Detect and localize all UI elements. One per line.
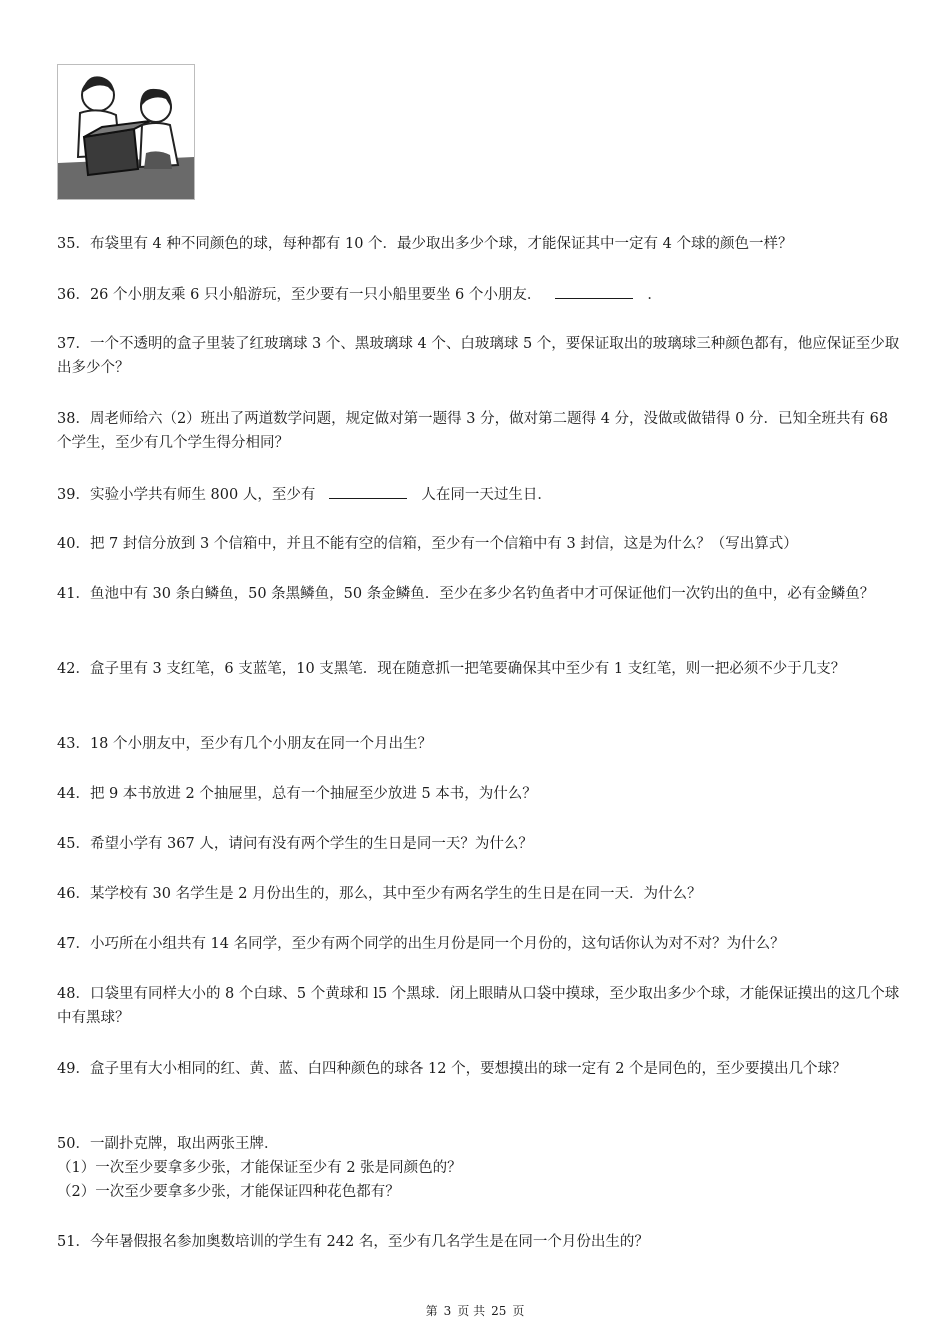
question-51: 51．今年暑假报名参加奥数培训的学生有 242 名，至少有几名学生是在同一个月份出生的？	[57, 1234, 649, 1250]
illustration-children-with-box	[57, 64, 195, 200]
answer-blank[interactable]	[329, 482, 407, 499]
question-47: 47．小巧所在小组共有 14 名同学，至少有两个同学的出生月份是同一个月份的，这句话你认为对不对？为什么？	[57, 936, 785, 952]
question-46: 46．某学校有 30 名学生是 2 月份出生的，那么，其中至少有两名学生的生日是在同一天．为什么？	[57, 886, 702, 902]
question-39: 39．实验小学共有师生 800 人，至少有 人在同一天过生日．	[57, 482, 902, 507]
question-42: 42．盒子里有 3 支红笔，6 支蓝笔，10 支黑笔．现在随意抓一把笔要确保其中至少有 1 支红笔，则一把必须不少于几支？	[57, 661, 846, 677]
page-number: 3	[443, 1304, 452, 1318]
question-49: 49．盒子里有大小相同的红、黄、蓝、白四种颜色的球各 12 个，要想摸出的球一定有 2 个是同色的，至少要摸出几个球？	[57, 1061, 847, 1077]
total-pages: 25	[491, 1304, 507, 1318]
question-37: 37．一个不透明的盒子里装了红玻璃球 3 个、黑玻璃球 4 个、白玻璃球 5 个，要保证取出的玻璃球三种颜色都有，他应保证至少取出多少个？	[57, 336, 900, 376]
question-40: 40．把 7 封信分放到 3 个信箱中，并且不能有空的信箱，至少有一个信箱中有 3 封信，这是为什么？（写出算式）	[57, 536, 798, 552]
question-43: 43．18 个小朋友中，至少有几个小朋友在同一个月出生？	[57, 736, 433, 752]
question-48: 48．口袋里有同样大小的 8 个白球、5 个黄球和 l5 个黑球．闭上眼睛从口袋中摸球，至少取出多少个球，才能保证摸出的这几个球中有黑球？	[57, 986, 900, 1026]
question-41: 41．鱼池中有 30 条白鳞鱼，50 条黑鳞鱼，50 条金鳞鱼．至少在多少名钓鱼者中才可保证他们一次钓出的鱼中，必有金鳞鱼？	[57, 586, 875, 602]
question-50: 50．一副扑克牌，取出两张王牌． （1）一次至少要拿多少张，才能保证至少有 2 张是同颜色的？ （2）一次至少要拿多少张，才能保证四种花色都有？	[57, 1136, 462, 1200]
question-36: 36．26 个小朋友乘 6 只小船游玩，至少要有一只小船里要坐 6 个小朋友． ．	[57, 282, 902, 307]
question-45: 45．希望小学有 367 人，请问有没有两个学生的生日是同一天？为什么？	[57, 836, 533, 852]
question-35: 35．布袋里有 4 种不同颜色的球，每种都有 10 个．最少取出多少个球，才能保证其中一定有 4 个球的颜色一样？	[57, 236, 793, 252]
question-44: 44．把 9 本书放进 2 个抽屉里，总有一个抽屉至少放进 5 本书，为什么？	[57, 786, 537, 802]
answer-blank[interactable]	[555, 282, 633, 299]
question-38: 38．周老师给六（2）班出了两道数学问题，规定做对第一题得 3 分，做对第二题得 4 分，没做或做错得 0 分．已知全班共有 68 个学生，至少有几个学生得分相同？	[57, 411, 893, 451]
page-footer: 第 3 页 共 25 页	[425, 1304, 525, 1318]
